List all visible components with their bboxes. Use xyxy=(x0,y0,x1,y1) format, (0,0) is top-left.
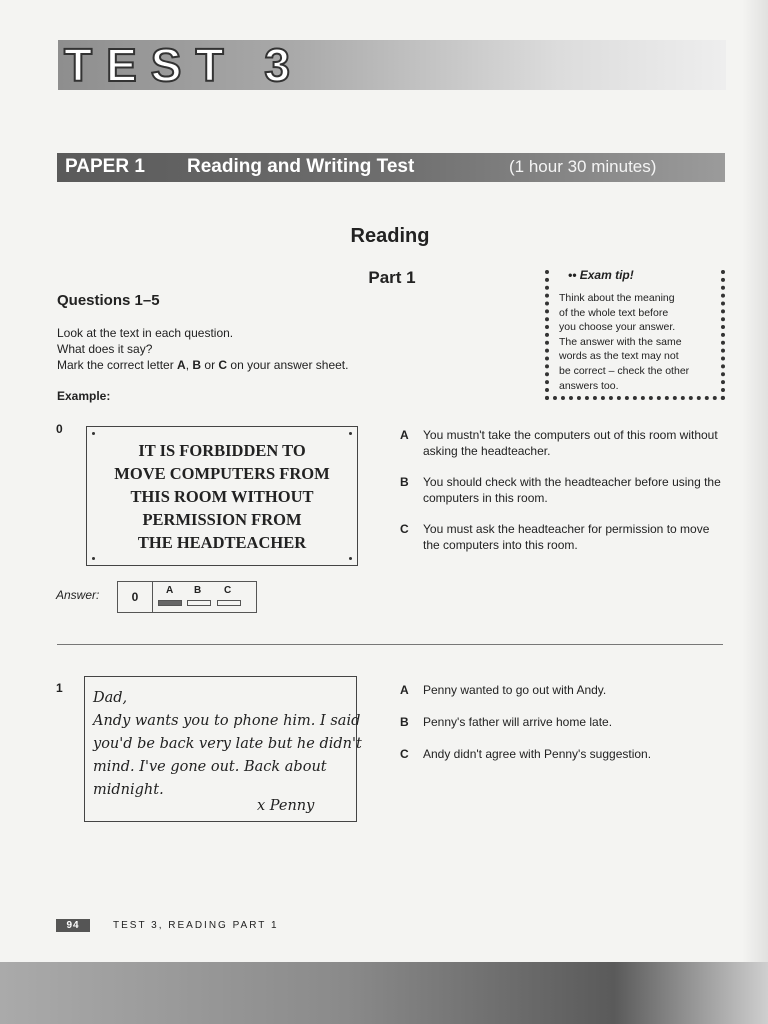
exam-tip-line: words as the text may not xyxy=(559,350,679,363)
sign-corner-dot xyxy=(349,557,352,560)
scan-bottom-shadow xyxy=(0,962,768,1024)
example-sign xyxy=(86,426,358,566)
page-edge-shadow xyxy=(742,0,768,962)
example-number: 0 xyxy=(56,422,63,436)
paper-duration: (1 hour 30 minutes) xyxy=(509,157,657,176)
option-letter: C xyxy=(400,747,409,761)
exam-tip-text xyxy=(559,291,709,393)
test-title: TEST 3 xyxy=(64,39,304,91)
instruction-line: Mark the correct letter A, B or C on your answer sheet. xyxy=(57,358,349,372)
exam-tip-line: you choose your answer. xyxy=(559,321,676,334)
paper-header-bar xyxy=(57,153,725,182)
option-letter: A xyxy=(400,428,409,442)
sign-line: PERMISSION FROM xyxy=(142,510,302,529)
exam-tip-line: of the whole text before xyxy=(559,306,669,319)
note-signature: x Penny xyxy=(257,798,315,814)
answer-box xyxy=(117,581,257,613)
option-letter: A xyxy=(400,683,409,697)
answer-bubble xyxy=(187,600,211,606)
example-label: Example: xyxy=(57,389,111,403)
option-letter: C xyxy=(400,522,409,536)
option-text: You mustn't take the computers out of this room without asking the headteacher. xyxy=(423,428,718,458)
answer-bubble xyxy=(217,600,241,606)
option-text: Penny wanted to go out with Andy. xyxy=(423,683,607,697)
sign-line: MOVE COMPUTERS FROM xyxy=(114,464,330,483)
questions-heading: Questions 1–5 xyxy=(57,292,160,309)
exam-tip-line: be correct – check the other xyxy=(559,364,690,377)
exam-tip-title: •• Exam tip! xyxy=(564,268,638,282)
note-line: midnight. xyxy=(93,782,164,798)
answer-number: 0 xyxy=(118,582,153,612)
sign-line: IT IS FORBIDDEN TO xyxy=(138,441,306,460)
option-letter: B xyxy=(400,475,409,489)
answer-letter: B xyxy=(194,585,202,596)
exam-tip-line: answers too. xyxy=(559,379,619,392)
question-number: 1 xyxy=(56,681,63,695)
exam-tip-line: The answer with the same xyxy=(559,335,682,348)
page-number: 94 xyxy=(56,919,90,932)
note-line: Dad, xyxy=(93,690,128,706)
exam-tip-line: Think about the meaning xyxy=(559,292,675,304)
option-letter: B xyxy=(400,715,409,729)
sign-corner-dot xyxy=(92,432,95,435)
option-text: You must ask the headteacher for permission to move the computers into this room. xyxy=(423,522,710,552)
answer-letter: A xyxy=(166,585,174,596)
option-text: You should check with the headteacher before using the computers in this room. xyxy=(423,475,721,505)
note-line: you'd be back very late but he didn't xyxy=(93,736,362,752)
sign-line: THE HEADTEACHER xyxy=(137,533,307,552)
sign-line: THIS ROOM WITHOUT xyxy=(130,487,314,506)
note-line: Andy wants you to phone him. I said xyxy=(93,713,361,729)
handwritten-note xyxy=(84,676,362,822)
part-heading: Part 1 xyxy=(368,268,416,287)
section-divider xyxy=(57,644,723,645)
note-line: mind. I've gone out. Back about xyxy=(93,759,327,775)
option-text: Penny's father will arrive home late. xyxy=(423,715,613,729)
sign-corner-dot xyxy=(349,432,352,435)
paper-title: Reading and Writing Test xyxy=(187,156,415,177)
paper-label: PAPER 1 xyxy=(65,156,145,177)
section-heading: Reading xyxy=(350,225,430,247)
answer-bubble-selected xyxy=(158,600,182,606)
running-title: TEST 3, READING PART 1 xyxy=(113,920,279,931)
answer-letter: C xyxy=(224,585,232,596)
answer-label: Answer: xyxy=(56,588,100,602)
sign-corner-dot xyxy=(92,557,95,560)
option-text: Andy didn't agree with Penny's suggestion. xyxy=(423,747,652,761)
instruction-line: Look at the text in each question. xyxy=(57,326,234,340)
instruction-line: What does it say? xyxy=(57,342,153,356)
